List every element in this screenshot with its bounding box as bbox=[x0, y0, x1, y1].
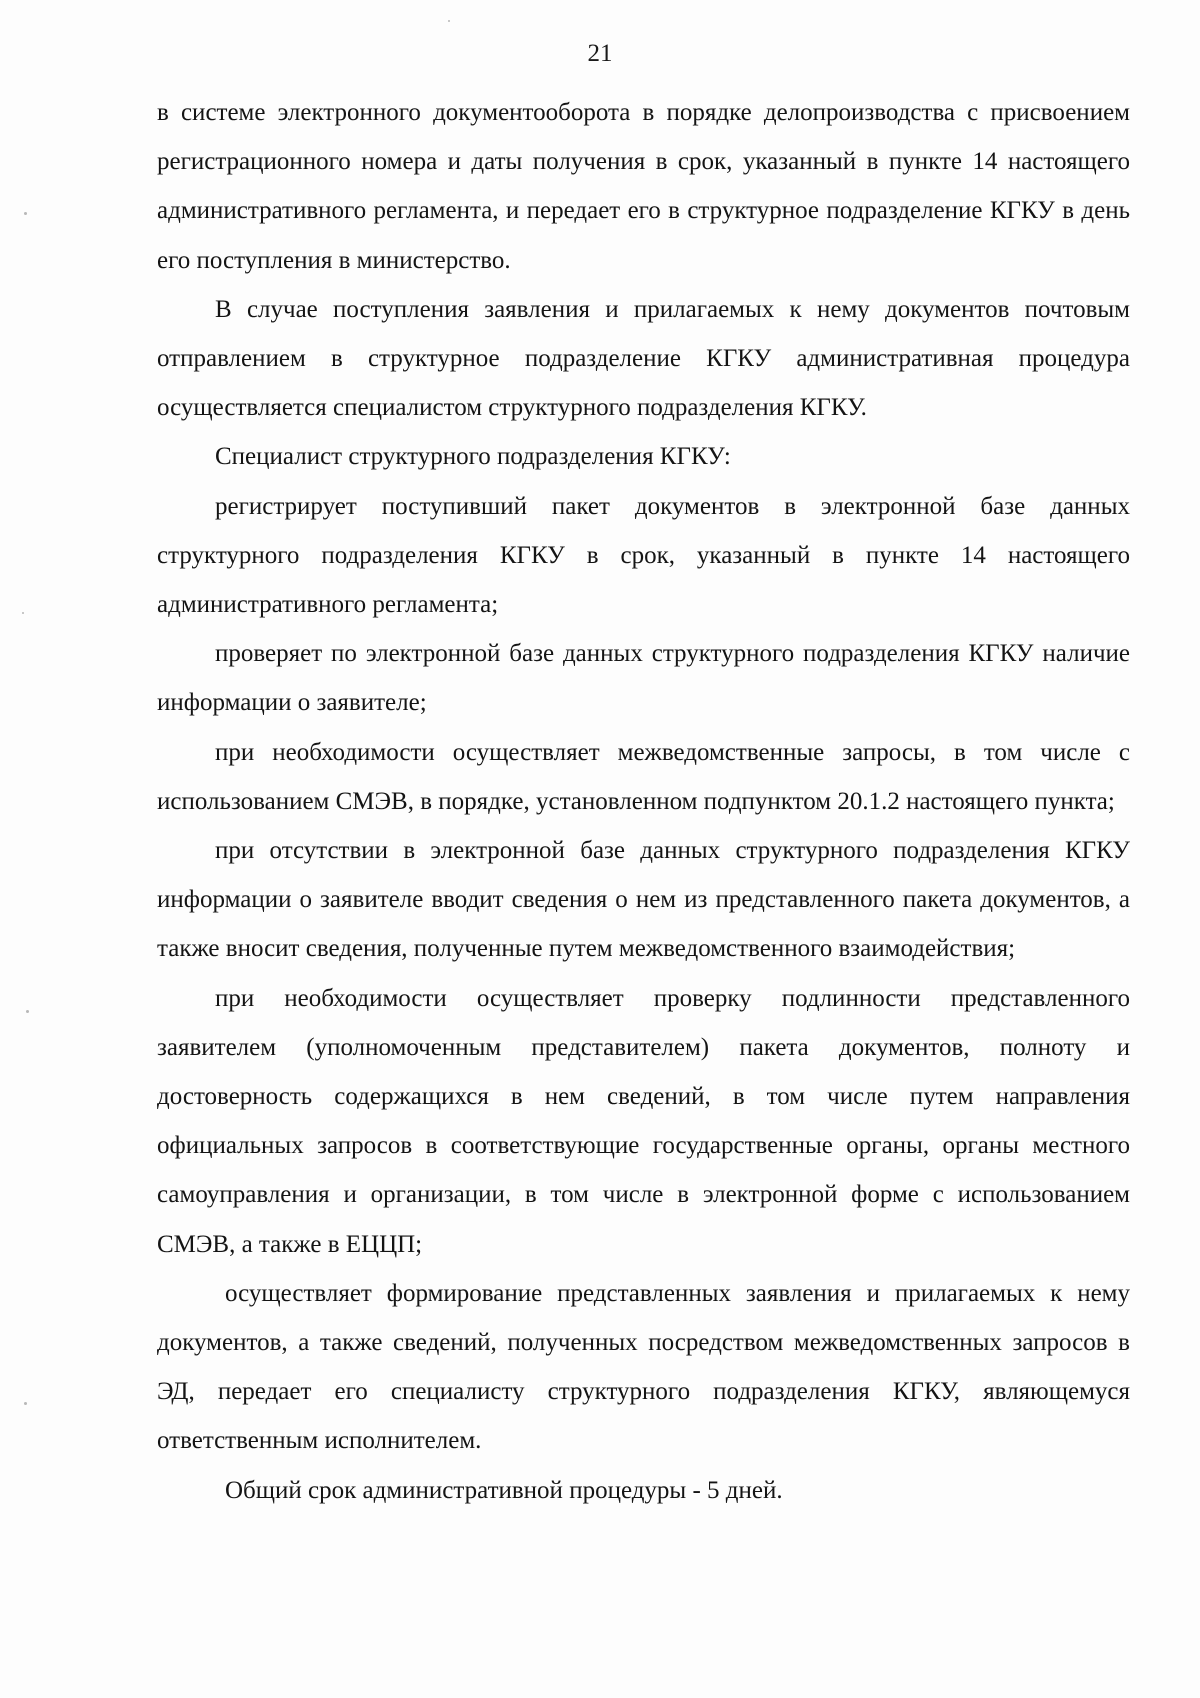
paragraph-5: проверяет по электронной базе данных структурного подразделения КГКУ наличие информации о заявителе; bbox=[157, 640, 1130, 717]
document-body bbox=[157, 88, 1130, 1515]
scan-speck bbox=[24, 1402, 27, 1405]
paragraph-10: Общий срок административной процедуры - 5 дней. bbox=[225, 1476, 783, 1504]
paragraph-6: при необходимости осуществляет межведомственные запросы, в том числе с использованием СМЭВ, в порядке, установленном подпунктом 20.1.2 настоящего пункта; bbox=[157, 738, 1130, 815]
page-number: 21 bbox=[587, 40, 613, 67]
paragraph-7: при отсутствии в электронной базе данных структурного подразделения КГКУ информации о заявителе вводит сведения о нем из представленного пакета документов, а также вносит сведения, полученные путем межведомственного взаимодействия; bbox=[157, 837, 1130, 963]
paragraph-2: В случае поступления заявления и прилагаемых к нему документов почтовым отправлением в структурное подразделение КГКУ административная процедура осуществляется специалистом структурного подразделения КГКУ. bbox=[157, 295, 1130, 422]
scan-speck bbox=[24, 212, 27, 215]
paragraph-3: Специалист структурного подразделения КГКУ: bbox=[215, 443, 731, 471]
scan-speck bbox=[448, 20, 450, 22]
paragraph-9: осуществляет формирование представленных заявления и прилагаемых к нему документов, а также сведений, полученных посредством межведомственных запросов в ЭД, передает его специалисту структурного подразделения КГКУ, являющемуся ответственным исполнителем. bbox=[157, 1279, 1130, 1455]
scan-speck bbox=[22, 612, 24, 614]
paragraph-8: при необходимости осуществляет проверку подлинности представленного заявителем (уполномоченным представителем) пакета документов, полноту и достоверность содержащихся в нем сведений, в том числе путем направления официальных запросов в соответствующие государственные органы, органы местного самоуправления и организации, в том числе в электронной форме с использованием СМЭВ, а также в ЕЦЦП; bbox=[157, 984, 1130, 1258]
paragraph-1: в системе электронного документооборота в порядке делопроизводства с присвоением регистрационного номера и даты получения в срок, указанный в пункте 14 настоящего административного регламента, и передает его в структурное подразделение КГКУ в день его поступления в министерство. bbox=[157, 99, 1130, 274]
scan-speck bbox=[26, 1010, 29, 1013]
paragraph-4: регистрирует поступивший пакет документов в электронной базе данных структурного подразделения КГКУ в срок, указанный в пункте 14 настоящего административного регламента; bbox=[157, 492, 1130, 619]
